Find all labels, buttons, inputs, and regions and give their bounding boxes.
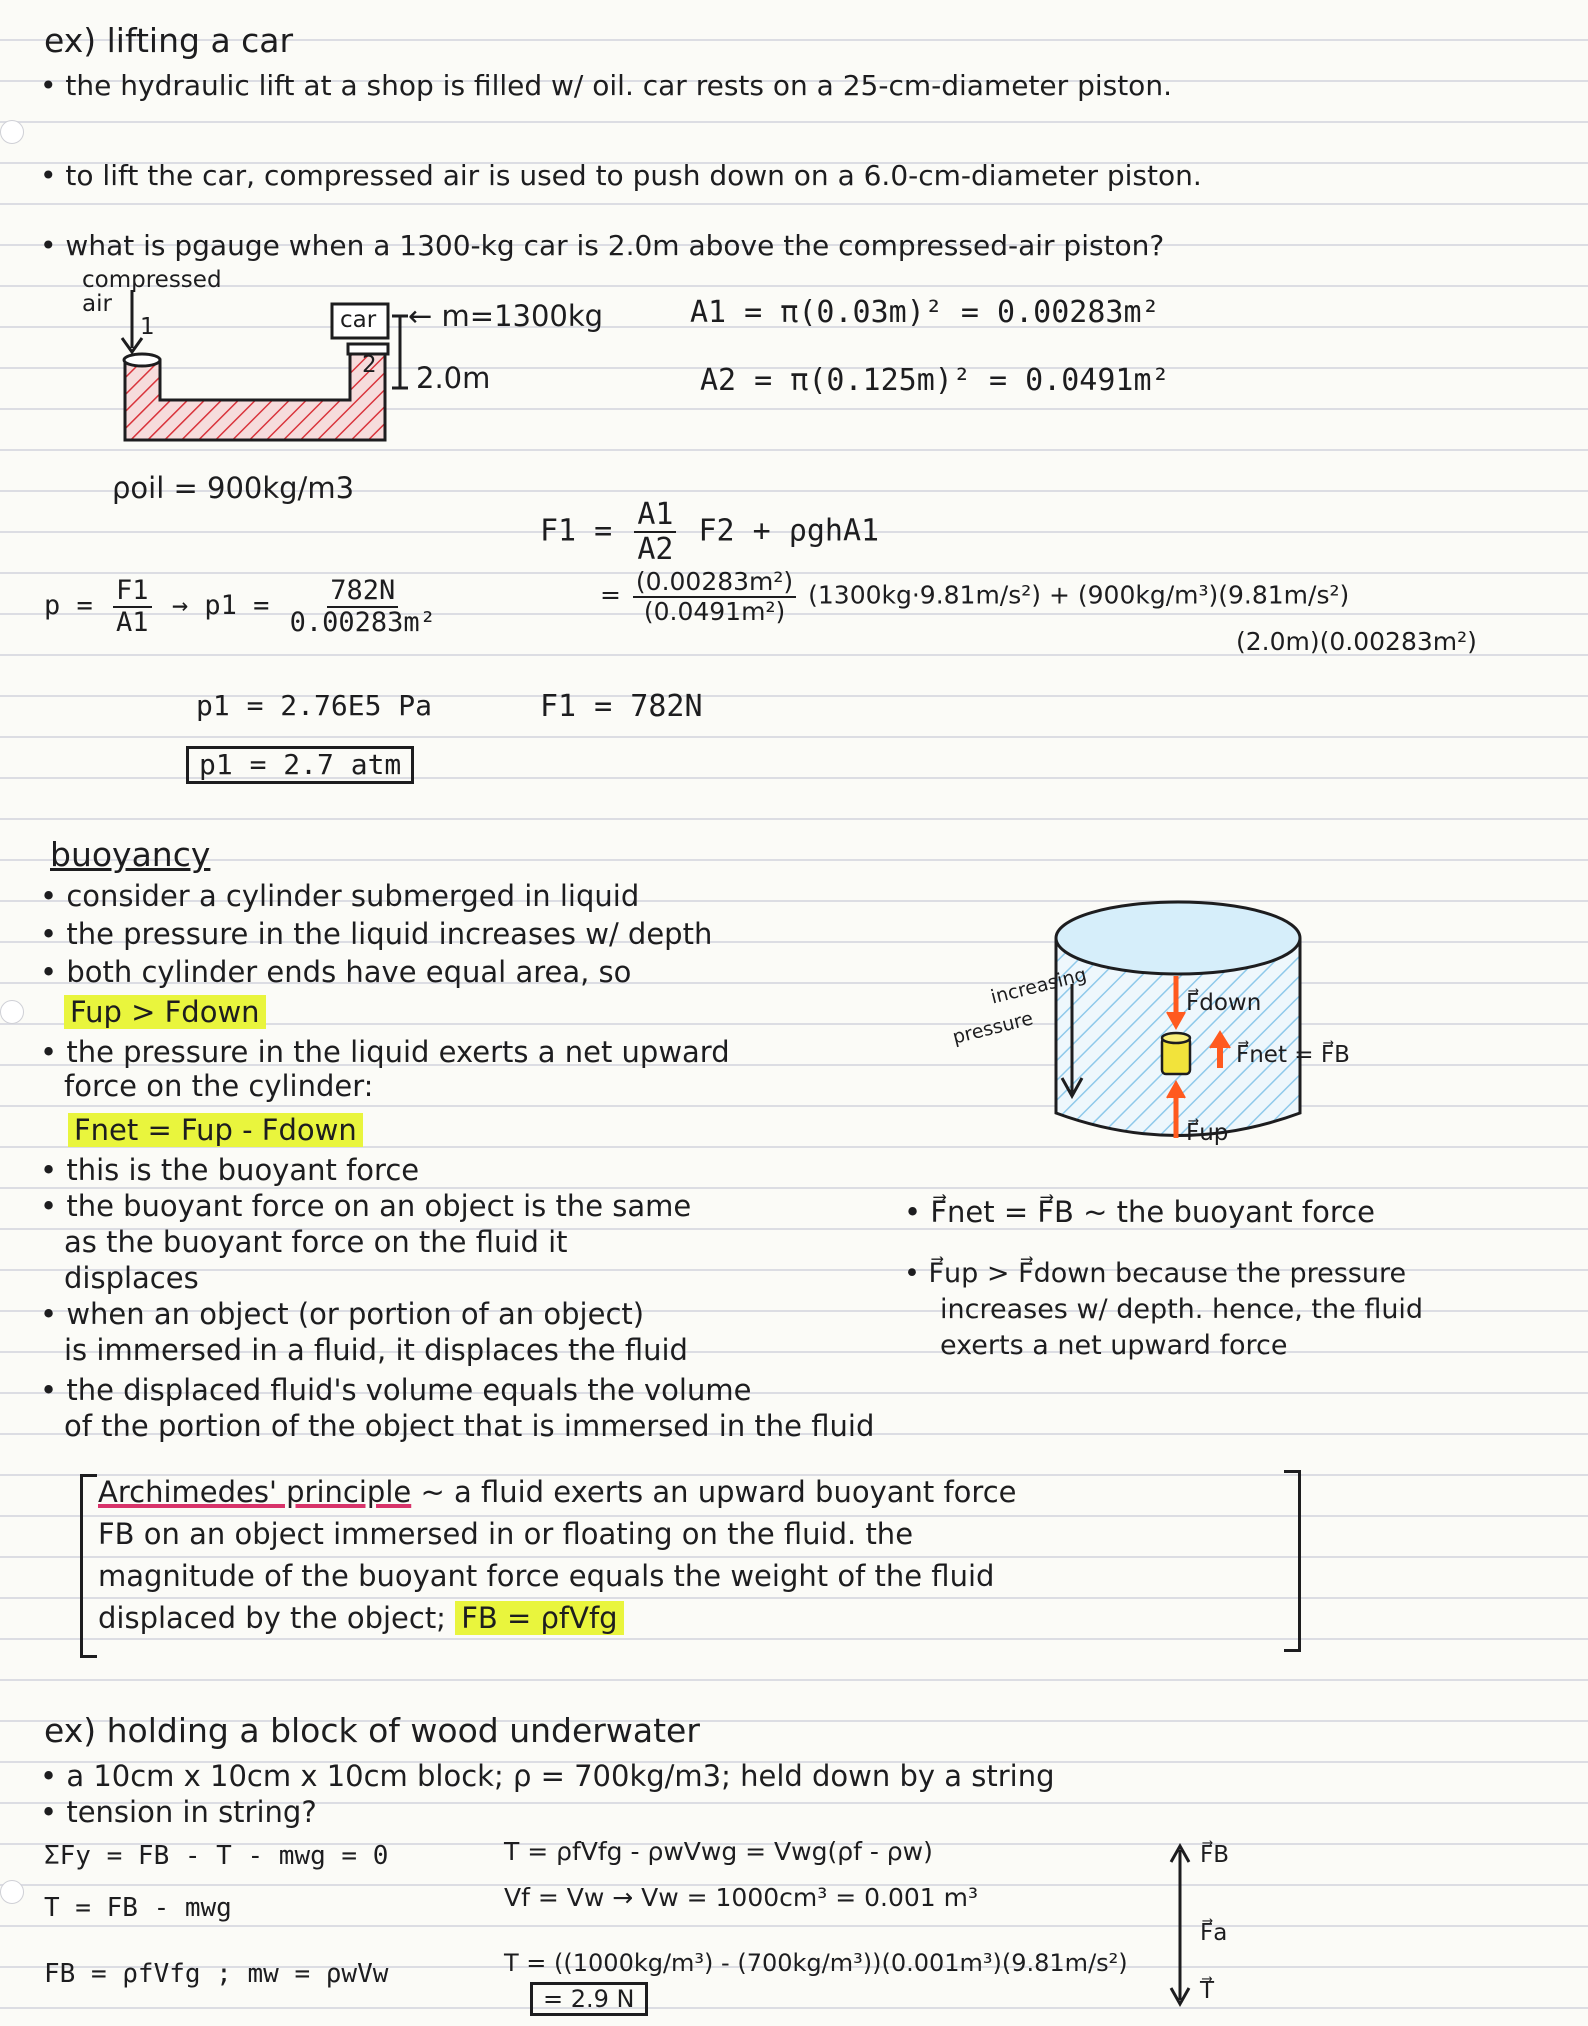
archimedes-bracket-left <box>80 1474 97 1658</box>
piston-1-top <box>124 354 160 366</box>
side-note-1: • F⃗net = F⃗B ~ the buoyant force <box>904 1195 1375 1229</box>
fup-label: F⃗up <box>1186 1120 1229 1146</box>
buoyancy-bullet-4b: force on the cylinder: <box>64 1069 374 1103</box>
buoyancy-heading: buoyancy <box>50 835 211 874</box>
buoyancy-bullet-8: • the displaced fluid's volume equals the volume <box>40 1373 752 1407</box>
example1-bullet-1: • the hydraulic lift at a shop is filled w/ oil. car rests on a 25-cm-diameter piston. <box>40 69 1172 102</box>
archimedes-line-3: magnitude of the buoyant force equals the weight of the fluid <box>98 1559 995 1593</box>
liquid-surface <box>1056 902 1300 974</box>
side-note-2c: exerts a net upward force <box>940 1330 1288 1361</box>
increasing-label: increasing <box>988 963 1089 1009</box>
buoyancy-bullet-7b: is immersed in a fluid, it displaces the fluid <box>64 1333 688 1367</box>
buoyancy-bullet-6: • the buoyant force on an object is the same <box>40 1189 692 1223</box>
archimedes-bracket-right <box>1284 1470 1301 1652</box>
example2-eq-6: T = ((1000kg/m³) - (700kg/m³))(0.001m³)(9.81m/s²) <box>504 1949 1128 1977</box>
buoyancy-cylinder-diagram <box>1050 888 1306 1158</box>
force-substitution <box>600 568 1349 625</box>
example2-eq-2: T = FB - mwg <box>44 1893 232 1923</box>
archimedes-formula: FB = ρfVfg <box>455 1601 623 1635</box>
example1-bullet-2: • to lift the car, compressed air is used to push down on a 6.0-cm-diameter piston. <box>40 159 1202 192</box>
sub-den: (0.0491m²) <box>643 596 786 626</box>
area-ratio <box>634 498 676 566</box>
binder-hole <box>0 1880 24 1904</box>
eq-prefix: = <box>600 580 621 610</box>
fnet-label: F⃗net = F⃗B <box>1236 1042 1350 1068</box>
buoyancy-bullet-5: • this is the buoyant force <box>40 1153 420 1187</box>
buoyancy-bullet-3: • both cylinder ends have equal area, so <box>40 955 632 989</box>
p-val-num: 782N <box>327 576 398 608</box>
area-a2: A2 = π(0.125m)² = 0.0491m² <box>700 363 1170 398</box>
force-substitution-cont: (2.0m)(0.00283m²) <box>1236 627 1477 656</box>
ratio-den: A2 <box>637 532 674 567</box>
example2-bullet-1: • a 10cm x 10cm x 10cm block; ρ = 700kg/m3; held down by a string <box>40 1759 1055 1793</box>
example2-bullet-2: • tension in string? <box>40 1795 317 1829</box>
example1-title: ex) lifting a car <box>44 21 294 60</box>
piston-1-label: 1 <box>140 314 155 340</box>
archimedes-term: Archimedes' principle <box>98 1475 412 1509</box>
fnet-highlight: Fnet = Fup - Fdown <box>68 1113 363 1147</box>
p-ratio <box>113 576 152 637</box>
side-note-2b: increases w/ depth. hence, the fluid <box>940 1294 1424 1325</box>
car-label: car <box>340 307 377 333</box>
archimedes-line-2: FB on an object immersed in or floating on the fluid. the <box>98 1517 914 1551</box>
buoyancy-bullet-2: • the pressure in the liquid increases w/ depth <box>40 917 713 951</box>
archimedes-def-1: ~ a fluid exerts an upward buoyant force <box>411 1475 1017 1509</box>
fup-gt-highlight: Fup > Fdown <box>64 995 266 1029</box>
example2-eq-4: T = ρfVfg - ρwVwg = Vwg(ρf - ρw) <box>504 1837 933 1866</box>
buoyancy-bullet-7: • when an object (or portion of an object) <box>40 1297 645 1331</box>
height-label: 2.0m <box>416 361 491 395</box>
block-force-diagram <box>1160 1840 1200 2010</box>
pressure-formula <box>44 576 440 637</box>
f1-rest: F2 + ρghA1 <box>698 513 880 549</box>
oil-tank <box>125 350 385 440</box>
binder-hole <box>0 120 24 144</box>
area-a1: A1 = π(0.03m)² = 0.00283m² <box>690 295 1160 330</box>
mass-label: ← m=1300kg <box>408 299 604 333</box>
buoyancy-bullet-6c: displaces <box>64 1261 199 1295</box>
block-fb-label: F⃗B <box>1200 1842 1230 1868</box>
archimedes-line-4 <box>98 1602 624 1635</box>
buoyancy-bullet-4: • the pressure in the liquid exerts a net upward <box>40 1035 730 1069</box>
archimedes-line-1 <box>98 1476 1017 1509</box>
block-t-label: T⃗ <box>1200 1978 1215 2004</box>
p-value <box>290 576 436 637</box>
example2-eq-5: Vf = Vw → Vw = 1000cm³ = 0.001 m³ <box>504 1883 978 1912</box>
example2-answer-value: = 2.9 N <box>530 1982 648 2016</box>
sub-num: (0.00283m²) <box>633 568 796 598</box>
buoyancy-bullet-6b: as the buoyant force on the fluid it <box>64 1225 568 1259</box>
oil-density-label: ρoil = 900kg/m3 <box>112 471 355 505</box>
archimedes-def-4: displaced by the object; <box>98 1601 446 1635</box>
piston-2-label: 2 <box>362 352 377 378</box>
fnet-equation <box>68 1114 363 1147</box>
ratio-num: A1 <box>634 498 676 533</box>
p-arrow: → p1 = <box>171 590 270 622</box>
p-num: F1 <box>113 576 152 608</box>
example2-eq-1: ΣFy = FB - T - mwg = 0 <box>44 1841 389 1871</box>
example2-title: ex) holding a block of wood underwater <box>44 1711 700 1750</box>
side-note-2: • F⃗up > F⃗down because the pressure <box>904 1258 1407 1289</box>
pressure-atm: p1 = 2.7 atm <box>186 746 414 784</box>
p-lhs: p = <box>44 590 93 622</box>
binder-hole <box>0 1000 24 1024</box>
example1-bullet-3: • what is pgauge when a 1300-kg car is 2.0m above the compressed-air piston? <box>40 229 1165 262</box>
example2-eq-3: FB = ρfVfg ; mw = ρwVw <box>44 1959 389 1989</box>
p-val-den: 0.00283m² <box>289 606 436 638</box>
compressed-air-label: compressed air <box>82 267 222 318</box>
pressure-pa: p1 = 2.76E5 Pa <box>196 689 433 722</box>
buoyancy-bullet-8b: of the portion of the object that is immersed in the fluid <box>64 1409 875 1443</box>
f1-lhs: F1 = <box>540 513 613 549</box>
p-den: A1 <box>116 606 149 638</box>
buoyancy-bullet-1: • consider a cylinder submerged in liquid <box>40 879 640 913</box>
pressure-label: pressure <box>950 1007 1036 1049</box>
block-fa-label: F⃗a <box>1200 1920 1228 1946</box>
sub-ratio <box>633 568 796 625</box>
sub-rest: (1300kg·9.81m/s²) + (900kg/m³)(9.81m/s²) <box>808 580 1350 610</box>
f1-result: F1 = 782N <box>540 689 703 724</box>
force-formula <box>540 498 879 566</box>
example2-answer <box>530 1986 648 2014</box>
fup-gt-fdown <box>64 996 266 1029</box>
fdown-label: F⃗down <box>1186 990 1262 1016</box>
